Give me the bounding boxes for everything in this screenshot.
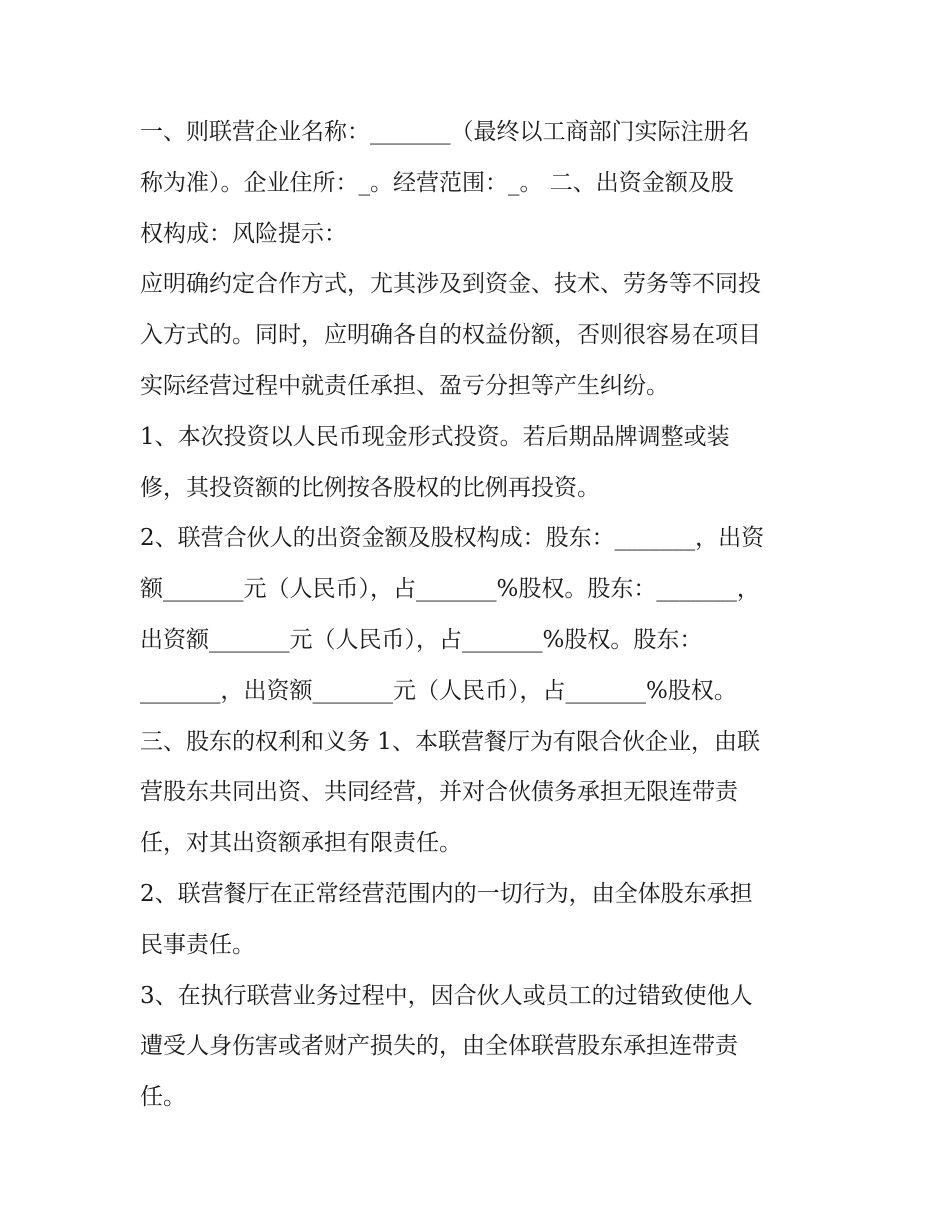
text-line: 3、在执行联营业务过程中，因合伙人或员工的过错致使他人 [140,982,753,1009]
text-line: _______，出资额_______元（人民币），占_______%股权。 [140,677,737,704]
text-line: 营股东共同出资、共同经营，并对合伙债务承担无限连带责 [140,779,738,806]
text-line: 民事责任。 [140,931,255,958]
text-line: 1、本次投资以人民币现金形式投资。若后期品牌调整或装 [140,423,730,450]
text-line: 2、联营合伙人的出资金额及股权构成：股东：_______，出资 [140,525,765,552]
text-line: 任，对其出资额承担有限责任。 [140,830,462,857]
text-line: 实际经营过程中就责任承担、盈亏分担等产生纠纷。 [140,372,669,399]
text-line: 权构成：风险提示： [140,220,347,247]
text-line: 任。 [140,1084,186,1111]
document-body [140,107,820,1123]
text-line: 称为准）。企业住所：_。经营范围：_。 二、出资金额及股 [140,169,734,196]
text-line: 2、联营餐厅在正常经营范围内的一切行为，由全体股东承担 [140,880,753,907]
text-line: 出资额_______元（人民币），占_______%股权。股东： [140,626,703,653]
text-line: 入方式的。同时，应明确各自的权益份额，否则很容易在项目 [140,322,761,349]
text-line: 一、则联营企业名称：_______（最终以工商部门实际注册名 [140,119,750,145]
text-line: 额_______元（人民币），占_______%股权。股东：_______， [140,576,760,603]
text-line: 三、股东的权利和义务 1、本联营餐厅为有限合伙企业，由联 [140,728,760,755]
text-line: 应明确约定合作方式，尤其涉及到资金、技术、劳务等不同投 [140,271,761,298]
text-line: 修，其投资额的比例按各股权的比例再投资。 [140,474,600,501]
text-line: 遭受人身伤害或者财产损失的，由全体联营股东承担连带责 [140,1033,738,1060]
